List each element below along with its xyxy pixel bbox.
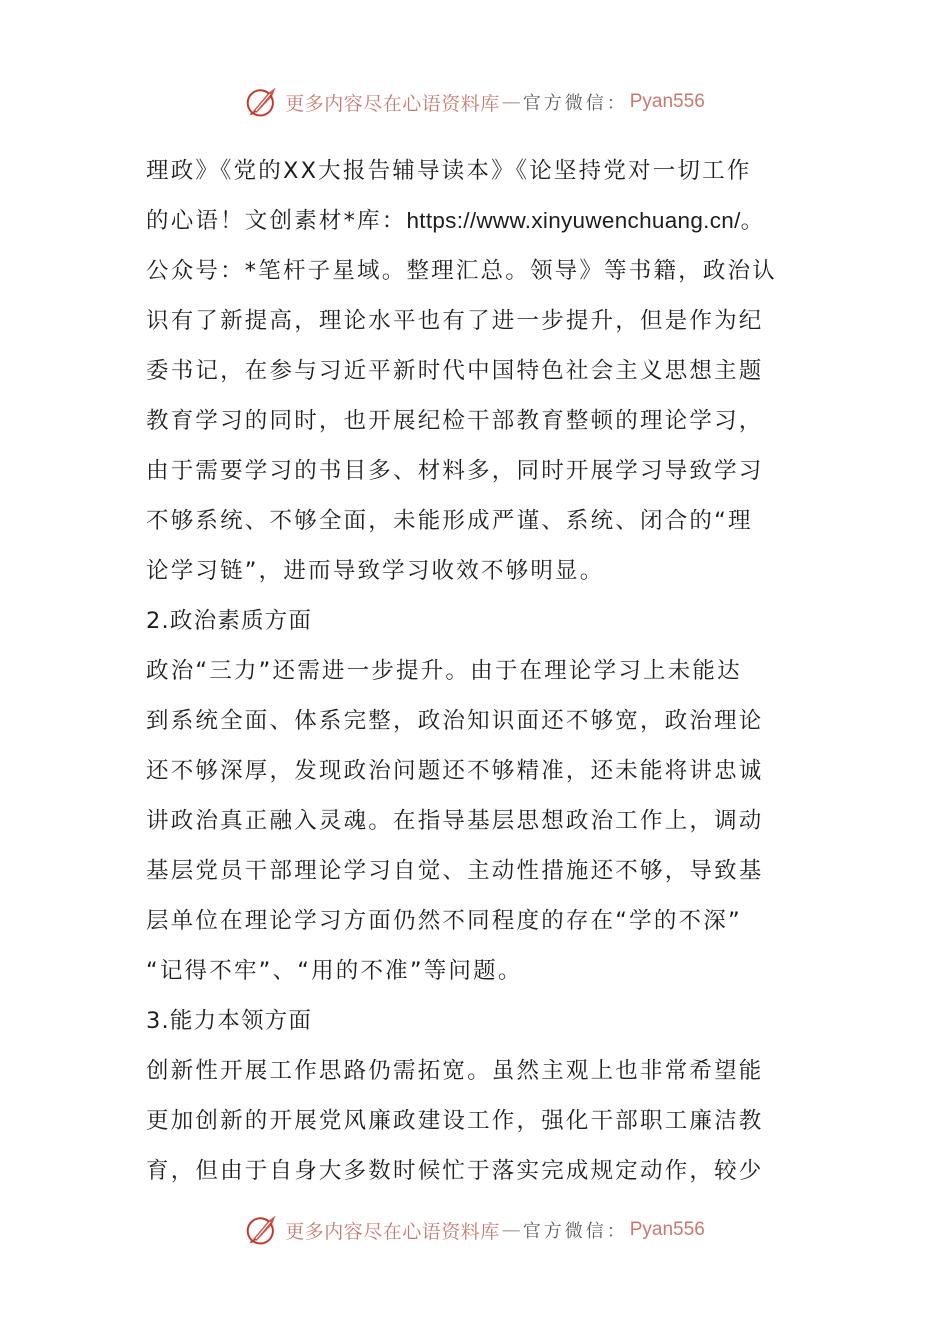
body-line: 论学习链”，进而导致学习收效不够明显。 [146,558,605,584]
body-line: 教育学习的同时，也开展纪检干部教育整顿的理论学习， [146,408,764,434]
body-line: 还不够深厚，发现政治问题还不够精准，还未能将讲忠诚 [146,758,764,784]
body-line: 更加创新的开展党风廉政建设工作，强化干部职工廉洁教 [146,1108,764,1134]
banner-official-label: 官方微信： [522,93,628,114]
body-line: 公众号：*笔杆子星域。整理汇总。领导》等书籍，政治认 [146,258,777,284]
body-text: 的心语！文创素材*库： [146,208,407,234]
document-body [146,146,808,1196]
body-line: 识有了新提高，理论水平也有了进一步提升，但是作为纪 [146,308,764,334]
body-line: 讲政治真正融入灵魂。在指导基层思想政治工作上，调动 [146,808,764,834]
section-heading-ability: 3.能力本领方面 [146,1008,313,1034]
body-line: 委书记，在参与习近平新时代中国特色社会主义思想主题 [146,358,764,384]
banner-title: 更多内容尽在心语资料库 [285,1220,500,1243]
banner-wechat-id: Pyan556 [629,1219,705,1240]
banner-separator: — [501,1219,521,1241]
body-line: 由于需要学习的书目多、材料多，同时开展学习导致学习 [146,458,764,484]
body-line: 创新性开展工作思路仍需拓宽。虽然主观上也非常希望能 [146,1058,764,1084]
banner-title: 更多内容尽在心语资料库 [285,92,500,115]
quill-pen-logo-icon [245,84,281,120]
footer-banner [0,1210,950,1250]
body-text: 。 [740,208,766,234]
body-line: 育，但由于自身大多数时候忙于落实完成规定动作，较少 [146,1158,764,1184]
body-line: 理政》《党的XX大报告辅导读本》《论坚持党对一切工作 [146,158,752,184]
body-line: 基层党员干部理论学习自觉、主动性措施还不够，导致基 [146,858,764,884]
body-line [146,196,808,246]
body-line: 到系统全面、体系完整，政治知识面还不够宽，政治理论 [146,708,764,734]
website-link[interactable]: https://www.xinyuwenchuang.cn/ [406,208,741,233]
banner-official-label: 官方微信： [522,1221,628,1242]
banner-wechat-id: Pyan556 [629,91,705,112]
banner-separator: — [501,91,521,113]
quill-pen-logo-icon [245,1212,281,1248]
section-heading-political: 2.政治素质方面 [146,608,313,634]
body-line: 政治“三力”还需进一步提升。由于在理论学习上未能达 [146,658,742,684]
body-line: “记得不牢”、“用的不准”等问题。 [146,958,523,984]
header-banner [0,82,950,122]
body-line: 不够系统、不够全面，未能形成严谨、系统、闭合的“理 [146,508,753,534]
body-line: 层单位在理论学习方面仍然不同程度的存在“学的不深” [146,908,742,934]
